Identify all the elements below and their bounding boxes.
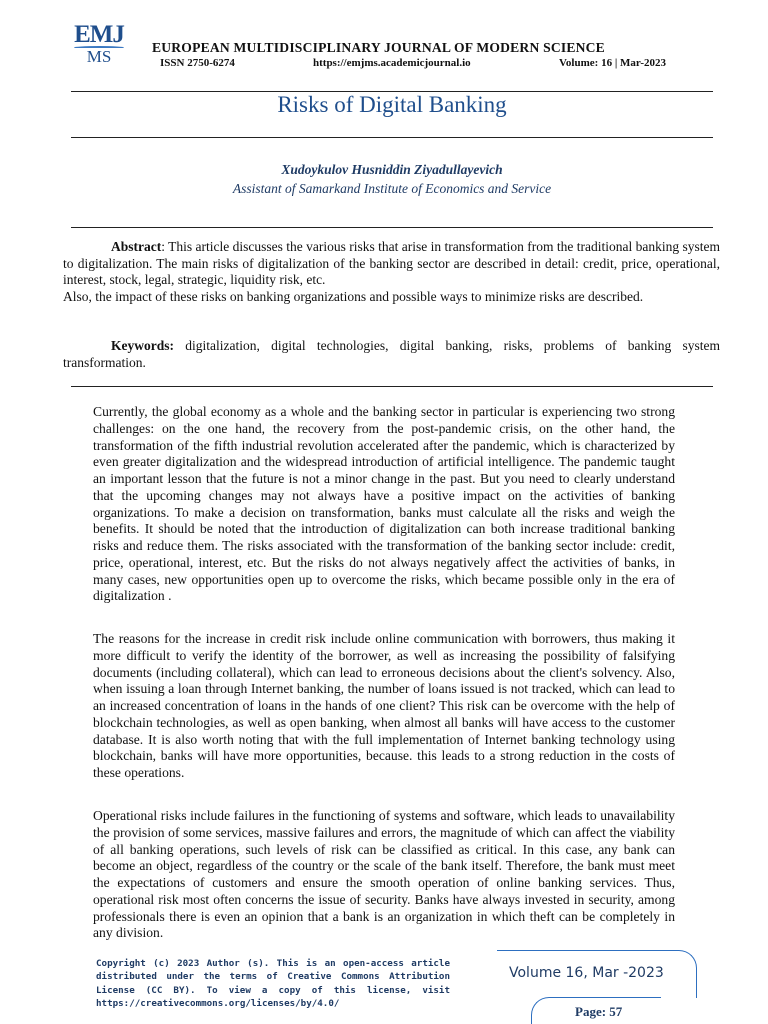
keywords-label: Keywords:: [111, 338, 174, 353]
footer-volume: Volume 16, Mar -2023: [509, 965, 664, 981]
article-title: Risks of Digital Banking: [277, 92, 507, 117]
keywords-text: digitalization, digital technologies, digital banking, risks, problems of banking system transformation.: [63, 338, 720, 370]
journal-logo: [70, 22, 128, 70]
abstract-text: : This article discusses the various risks that arise in transformation from the traditional banking system to digitalization. The main risks of digitalization of the banking sector are described in detail: credit, price, operational, interest, stock, legal, strategic, liquidity risk, etc.: [63, 239, 721, 288]
logo-text-bottom: MS: [86, 47, 112, 66]
logo-swash: [74, 46, 124, 49]
copyright-notice: Copyright (c) 2023 Author (s). This is an open-access article distributed under the terms of Creative Commons Attribution License (CC BY). To view a copy of this license, visit https://creativecommons.org/licenses/by/4.0/: [96, 958, 450, 1010]
page-number: Page: 57: [575, 1004, 623, 1019]
divider-author: [71, 227, 713, 228]
divider-title: [71, 137, 713, 138]
abstract-paragraph-2: Also, the impact of these risks on banking organizations and possible ways to minimize risks are described.: [63, 289, 644, 304]
divider-abstract: [71, 386, 713, 387]
abstract-paragraph: [63, 239, 720, 289]
issn: ISSN 2750-6274: [160, 57, 235, 69]
keywords-paragraph: [63, 338, 720, 371]
abstract-label: Abstract: [111, 239, 162, 254]
body-paragraph-1: Currently, the global economy as a whole and the banking sector in particular is experiencing two strong challenges: on the one hand, the recovery from the post-pandemic crisis, on the other hand, the transformation of the fifth industrial revolution accelerated after the pandemic, which is characterized by even greater digitalization and the widespread introduction of artificial intelligence. The pandemic taught an important lesson that the future is not a minor change in the past. But you need to clearly understand that the upcoming changes may not always have a positive impact on the activities of banking organizations. To make a decision on transformation, banks must calculate all the risks and weigh the benefits. It should be noted that the introduction of digitalization can both increase traditional banking risks and reduce them. The risks associated with the transformation of the banking sector include: credit, price, operational, interest, etc. But the risks do not always negatively affect the activities of banks, in many cases, new opportunities open up to overcome the risks, which became possible only in the era of digitalization .: [93, 404, 675, 604]
header-volume: Volume: 16 | Mar-2023: [559, 57, 667, 69]
author-affiliation: Assistant of Samarkand Institute of Economics and Service: [232, 181, 552, 196]
body-paragraph-2: The reasons for the increase in credit risk include online communication with borrowers, thus making it more difficult to verify the identity of the borrower, as well as increasing the possibility of falsifying documents (including collateral), which can lead to erroneous decisions about the client's solvency. Also, when issuing a loan through Internet banking, the number of loans issued is not tracked, which can lead to an increased concentration of loans in the hands of one client? This risk can be overcome with the help of blockchain technologies, as well as open banking, when almost all banks will have access to the customer database. It is also worth noting that with the full implementation of Internet banking technology using blockchain, banks will have more opportunities, because. this leads to a strong reduction in the costs of these operations.: [93, 631, 675, 780]
body-paragraph-3: Operational risks include failures in the functioning of systems and software, which leads to unavailability the provision of some services, massive failures and errors, the magnitude of which can affect the viability of all banking operations, such levels of risk can be classified as critical. In this case, any bank can become an object, regardless of the country or the scale of the bank itself. Therefore, the bank must meet the expectations of customers and ensure the smooth operation of online banking services. Thus, operational risk most often concerns the issue of security. Banks have always invested in security, among professionals there is even an opinion that a bank is an organization in which theft can be completely in any division.: [93, 808, 675, 941]
author-name: Xudoykulov Husniddin Ziyadullayevich: [281, 162, 503, 177]
logo-text-top: EMJ: [74, 21, 124, 48]
journal-url[interactable]: https://emjms.academicjournal.io: [313, 57, 471, 69]
journal-title: EUROPEAN MULTIDISCIPLINARY JOURNAL OF MODERN SCIENCE: [152, 40, 605, 55]
